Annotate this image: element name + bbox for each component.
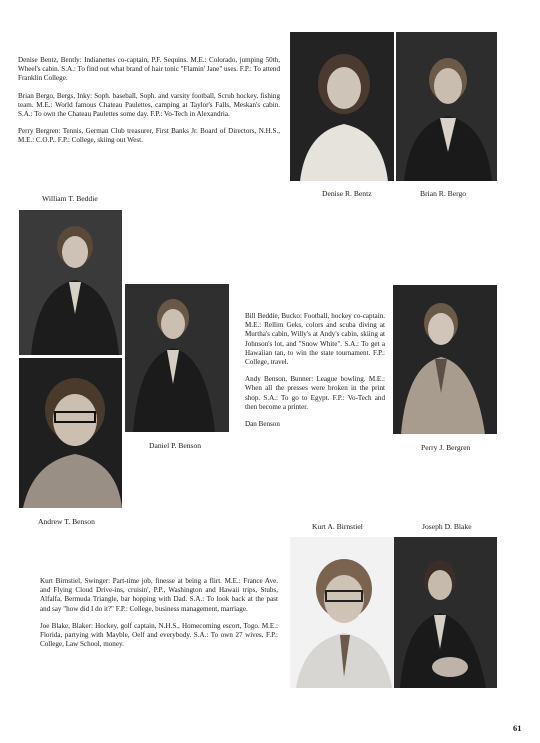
caption-joseph-blake: Joseph D. Blake	[422, 522, 472, 531]
photo-joseph-blake	[394, 537, 497, 688]
bio-block-middle	[245, 312, 385, 437]
photo-daniel-benson	[125, 284, 229, 432]
caption-william-beddie: William T. Beddie	[42, 194, 98, 203]
photo-denise-bentz	[290, 32, 394, 181]
bio-denise-bentz: Denise Bentz, Bently: Indianettes co-captain, P.F. Sequins. M.E.: Colorado, jumping 50th, Wheel's cabin. S.A.: To find out what brand of hair tonic "Flamin' Jane" uses. F.P.: To attend Franklin College.	[18, 56, 280, 83]
caption-daniel-benson: Daniel P. Benson	[149, 441, 202, 450]
page-number: 61	[513, 723, 522, 733]
photo-perry-bergren	[393, 285, 497, 434]
bio-block-top	[18, 56, 280, 154]
bio-brian-bergo: Brian Bergo, Bergs, Inky: Soph. baseball, Soph. and varsity football, Scrub hockey, fishing team. M.E.: World famous Chateau Paulettes, camping at Taylor's Falls, Meskan's cabin. S.A.: To own the Chateau Paulettes some day. F.P.: Vo-Tech in Alexandria.	[18, 91, 280, 119]
bio-andy-benson: Andy Benson, Bunner: League bowling. M.E.: When all the presses were broken in the print shop. S.A.: To go to Egypt. F.P.: Vo-Tech and then become a printer.	[245, 375, 385, 411]
bio-perry-bergren: Perry Bergren: Tennis, German Club treasurer, First Banks Jr. Board of Directors, N.H.S., M.E.: C.O.P.. F.P.: College, skiing out West.	[18, 127, 280, 145]
caption-denise-bentz: Denise R. Bentz	[322, 189, 372, 198]
bio-dan-benson: Dan Benson	[245, 420, 280, 429]
bio-bill-beddie: Bill Beddie, Bucko: Football, hockey co-captain. M.E.: Rellim Geks, colors and scuba diving at Murtha's cabin, Willy's at Andy's cabin, skiing at Johnson's lot, and "Snow White". S.A.: To get a Hawaiian tan, to win the state tournament. F.P.: College, travel.	[245, 312, 385, 367]
bio-kurt-birnstiel: Kurt Birnstiel, Swinger: Part-time job, finesse at being a flirt. M.E.: France Ave. and Flying Cloud Drive-ins, cruisin', P.P., Washington and Hawaii trips, Stubs, Alfalfa, Bermuda Triangle, bar hopping with Dad. S.A.: To look back at the past and say "how did I do it?" F.P.: College, business management, marriage.	[40, 577, 278, 613]
photo-william-beddie	[19, 210, 122, 355]
photo-kurt-birnstiel	[290, 537, 394, 688]
caption-kurt-birnstiel: Kurt A. Birnstiel	[312, 522, 363, 531]
caption-perry-bergren: Perry J. Bergren	[421, 443, 471, 452]
photo-brian-bergo	[396, 32, 497, 181]
bio-joe-blake: Joe Blake, Blaker: Hockey, golf captain, N.H.S., Homecoming escort, Togo. M.E.: Florida, partying with Mayble, Oelf and everybody. S.A.: To own 27 wives, F.P.: College, Law School, money.	[40, 621, 278, 649]
photo-andrew-benson	[19, 358, 122, 508]
caption-brian-bergo: Brian R. Bergo	[420, 189, 467, 198]
bio-block-bottom	[40, 577, 278, 657]
caption-andrew-benson: Andrew T. Benson	[38, 517, 95, 526]
